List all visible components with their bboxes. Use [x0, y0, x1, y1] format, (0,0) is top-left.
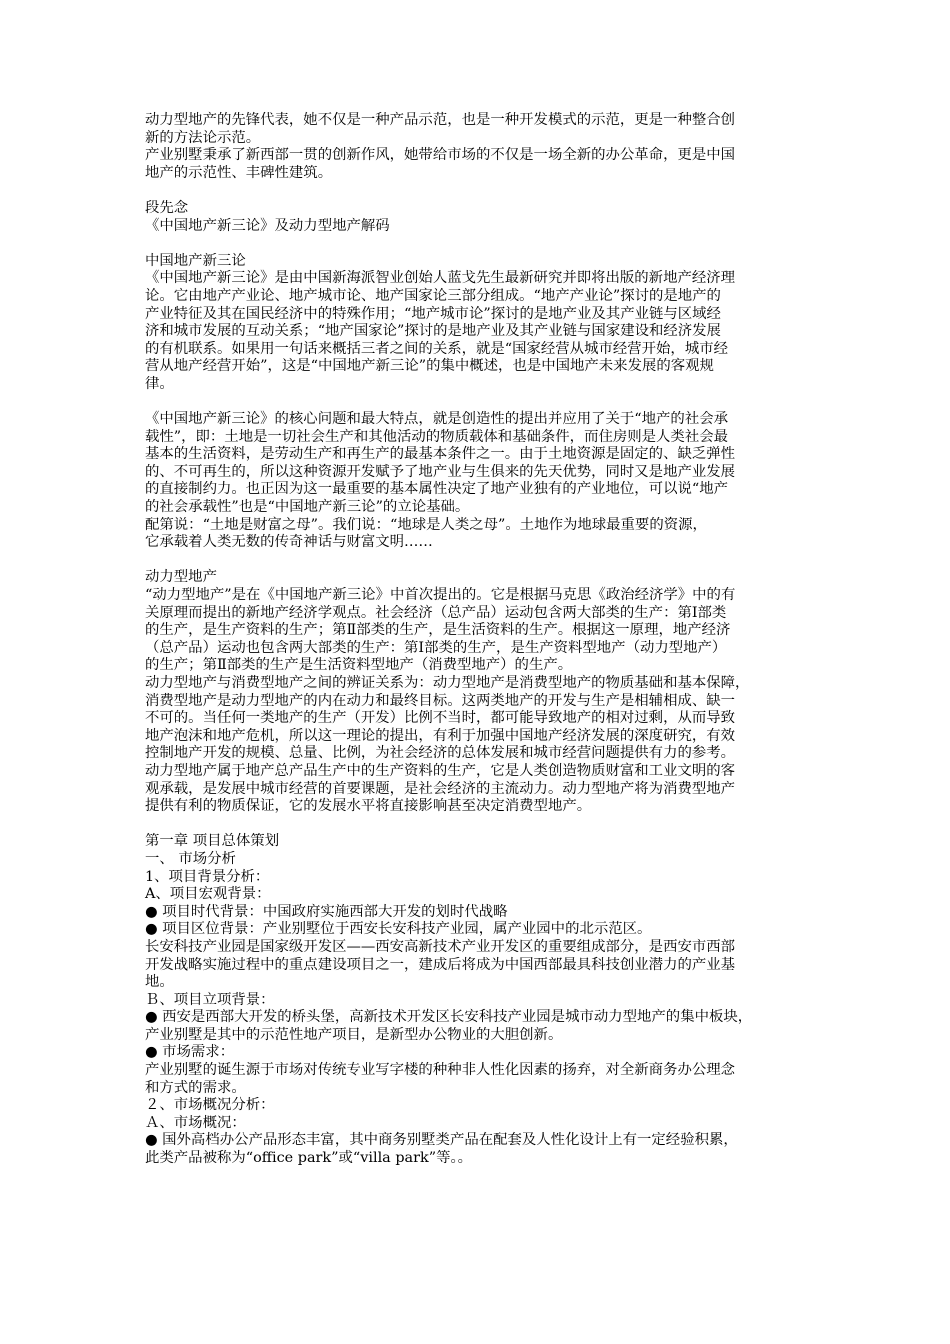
text-line: 基本的生活资料，是劳动生产和再生产的最基本条件之一。由于土地资源是固定的、缺乏弹性 — [145, 446, 736, 463]
text-line: A、项目宏观背景： — [145, 886, 271, 903]
text-line: 载性”，即：土地是一切社会生产和其他活动的物质载体和基础条件，而住房则是人类社会最 — [145, 428, 728, 445]
text-line: 段先念 — [145, 199, 189, 216]
text-line: ２、市场概况分析： — [145, 1097, 275, 1114]
text-line: Ｂ、项目立项背景： — [145, 991, 275, 1008]
text-line: “动力型地产”是在《中国地产新三论》中首次提出的。它是根据马克思《政治经济学》中的有 — [145, 587, 736, 604]
text-line: 动力型地产与消费型地产之间的辨证关系为：动力型地产是消费型地产的物质基础和基本保障， — [145, 675, 750, 691]
text-line: ● 国外高档办公产品形态丰富，其中商务别墅类产品在配套及人性化设计上有一定经验积累， — [145, 1132, 738, 1149]
text-line: 提供有利的物质保证，它的发展水平将直接影响甚至决定消费型地产。 — [145, 798, 592, 815]
text-line: 和方式的需求。 — [145, 1079, 246, 1096]
text-line: 配第说：“土地是财富之母”。我们说：“地球是人类之母”。土地作为地球最重要的资源， — [145, 516, 707, 533]
text-line: 的社会承载性”也是“中国地产新三论”的立论基础。 — [145, 499, 470, 516]
text-line: 它承载着人类无数的传奇神话与财富文明…… — [145, 534, 433, 551]
text-line: 《中国地产新三论》及动力型地产解码 — [145, 217, 390, 234]
text-line: ● 项目区位背景：产业别墅位于西安长安科技产业园，属产业园中的北示范区。 — [145, 921, 652, 938]
text-line: 地。 — [145, 974, 174, 991]
text-line: 动力型地产属于地产总产品生产中的生产资料的生产，它是人类创造物质财富和工业文明的客 — [145, 762, 736, 779]
text-line: ● 市场需求： — [145, 1044, 235, 1061]
text-line: 的生产；第Ⅱ部类的生产是生活资料型地产（消费型地产）的生产。 — [145, 657, 573, 674]
text-line: 律。 — [145, 375, 174, 392]
blank-line — [145, 182, 810, 200]
text-line: 论。它由地产产业论、地产城市论、地产国家论三部分组成。“地产产业论”探讨的是地产的 — [145, 287, 721, 304]
text-line: 的生产，是生产资料的生产；第Ⅱ部类的生产，是生活资料的生产。根据这一原理，地产经济 — [145, 622, 731, 639]
text-line: 消费型地产是动力型地产的内在动力和最终目标。这两类地产的开发与生产是相辅相成、缺一 — [145, 692, 736, 709]
text-line: 中国地产新三论 — [145, 252, 246, 269]
text-line: 产业特征及其在国民经济中的特殊作用；“地产城市论”探讨的是地产业及其产业链与区域经 — [145, 305, 721, 322]
text-line: 关原理而提出的新地产经济学观点。社会经济（总产品）运动包含两大部类的生产：第Ⅰ部类 — [145, 604, 727, 621]
text-line: 《中国地产新三论》的核心问题和最大特点，就是创造性的提出并应用了关于“地产的社会承 — [145, 411, 728, 428]
text-line: 长安科技产业园是国家级开发区——西安高新技术产业开发区的重要组成部分，是西安市西部 — [145, 938, 736, 955]
text-line: 一、 市场分析 — [145, 850, 236, 867]
text-line: 此类产品被称为“office park”或“villa park”等。。 — [145, 1150, 473, 1167]
text-line: 济和城市发展的互动关系；“地产国家论”探讨的是地产业及其产业链与国家建设和经济发展 — [145, 323, 721, 340]
text-line: 的直接制约力。也正因为这一最重要的基本属性决定了地产业独有的产业地位，可以说“地产 — [145, 481, 728, 498]
blank-line — [145, 235, 810, 253]
text-line: 新的方法论示范。 — [145, 129, 261, 146]
text-line: 1、项目背景分析： — [145, 868, 270, 885]
text-line: 《中国地产新三论》是由中国新海派智业创始人蓝戈先生最新研究并即将出版的新地产经济理 — [145, 270, 736, 287]
blank-line — [145, 394, 810, 412]
text-line: 第一章 项目总体策划 — [145, 833, 280, 850]
text-line: 产业别墅的诞生源于市场对传统专业写字楼的种种非人性化因素的扬弃，对全新商务办公理念 — [145, 1062, 736, 1079]
blank-line — [145, 552, 810, 570]
text-line: 营从地产经营开始”，这是“中国地产新三论”的集中概述，也是中国地产未来发展的客观规 — [145, 358, 714, 375]
text-line: 观承载，是发展中城市经营的首要课题，是社会经济的主流动力。动力型地产将为消费型地产 — [145, 780, 736, 797]
text-line: 的有机联系。如果用一句话来概括三者之间的关系，就是“国家经营从城市经营开始，城市经 — [145, 340, 728, 357]
text-line: 动力型地产 — [145, 569, 217, 586]
text-line: 的、不可再生的，所以这种资源开发赋予了地产业与生俱来的先天优势，同时又是地产业发展 — [145, 463, 736, 480]
text-line: 地产的示范性、丰碑性建筑。 — [145, 164, 333, 181]
text-line: 开发战略实施过程中的重点建设项目之一，建成后将成为中国西部最具科技创业潜力的产业基 — [145, 956, 736, 973]
blank-line — [145, 816, 810, 834]
text-line: 地产泡沫和地产危机，所以这一理论的提出，有利于加强中国地产经济发展的深度研究，有效 — [145, 727, 736, 744]
text-line: 控制地产开发的规模、总量、比例，为社会经济的总体发展和城市经营问题提供有力的参考。 — [145, 745, 736, 762]
text-line: 动力型地产的先锋代表，她不仅是一种产品示范，也是一种开发模式的示范，更是一种整合创 — [145, 112, 736, 128]
text-line: Ａ、市场概况： — [145, 1114, 246, 1131]
text-line: 不可的。当任何一类地产的生产（开发）比例不当时，都可能导致地产的相对过剩，从而导致 — [145, 710, 736, 727]
text-line: 产业别墅秉承了新西部一贯的创新作风，她带给市场的不仅是一场全新的办公革命，更是中国 — [145, 147, 736, 164]
text-line: ● 西安是西部大开发的桥头堡，高新技术开发区长安科技产业园是城市动力型地产的集中板块， — [145, 1009, 753, 1026]
text-line: ● 项目时代背景：中国政府实施西部大开发的划时代战略 — [145, 903, 508, 920]
text-line: 产业别墅是其中的示范性地产项目，是新型办公物业的大胆创新。 — [145, 1026, 563, 1043]
text-line: （总产品）运动也包含两大部类的生产：第Ⅰ部类的生产，是生产资料型地产（动力型地产） — [145, 639, 727, 656]
